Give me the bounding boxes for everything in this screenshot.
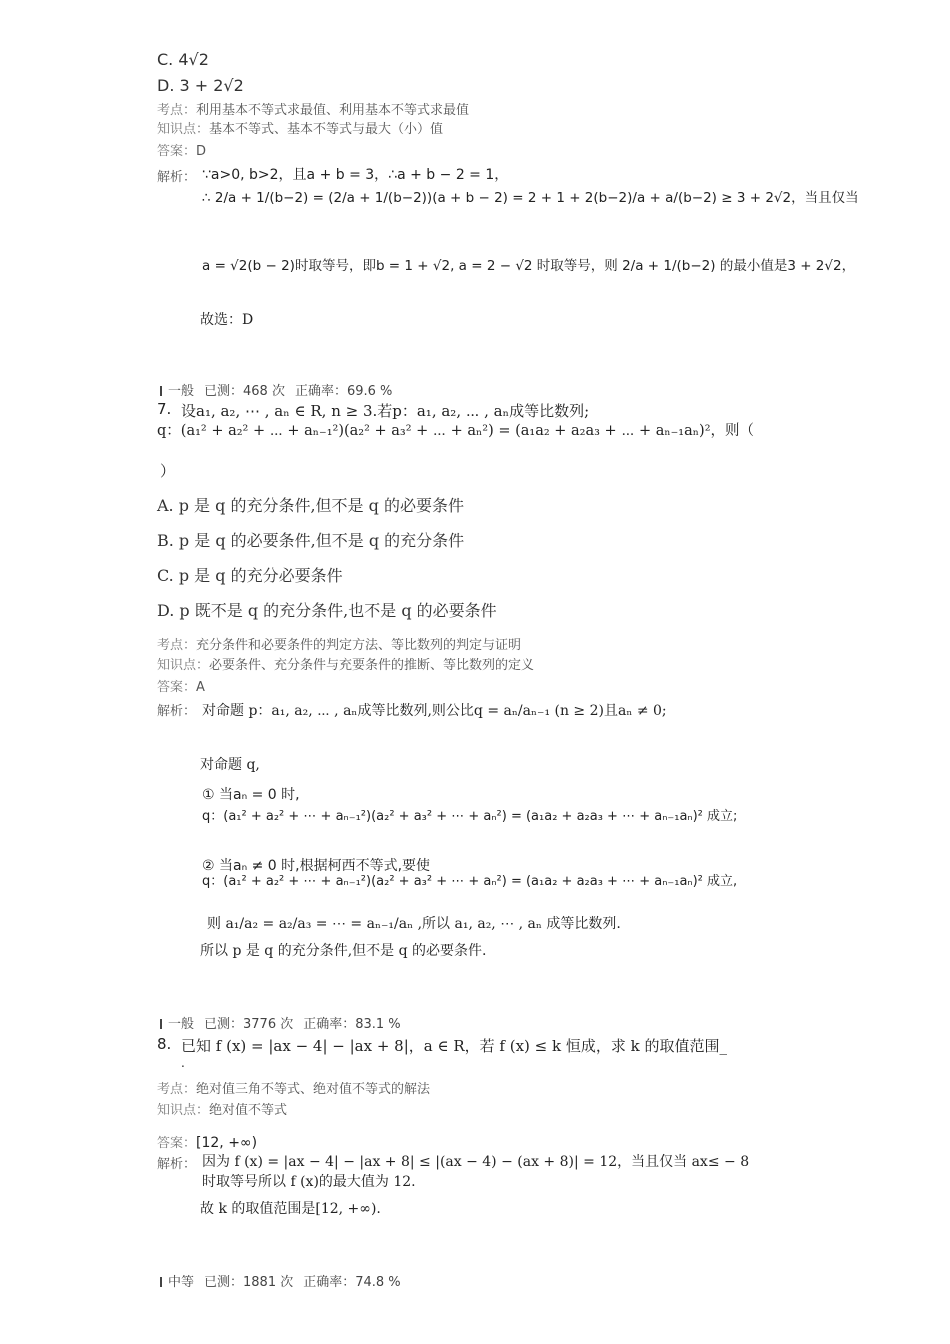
q7-solution-line2: 对命题 q, (200, 757, 260, 773)
q7-kaodian-text: 充分条件和必要条件的判定方法、等比数列的判定与证明 (196, 638, 522, 653)
q7-stem-line1: 设a₁, a₂, ⋯ , aₙ ∈ R, n ≥ 3.若p：a₁, a₂, ⋯ , aₙ成等比数列; (181, 402, 590, 420)
q7-zhishi-row (157, 654, 534, 673)
q7-jiexi-label: 解析： (157, 704, 197, 719)
q7-option-d[interactable]: D. p 既不是 q 的充分条件,也不是 q 的必要条件 (157, 601, 497, 620)
q7-answer-label: 答案： (157, 680, 197, 695)
q7-option-a[interactable]: A. p 是 q 的充分条件,但不是 q 的必要条件 (157, 496, 464, 515)
q8-tested: 已测：3776 次 (204, 1017, 294, 1032)
zhishi-text: 基本不等式、基本不等式与最大（小）值 (209, 122, 444, 137)
q7-solution-line5: 则 a₁/a₂ = a₂/a₃ = ⋯ = aₙ₋₁/aₙ ,所以 a₁, a₂, ⋯ , aₙ 成等比数列. (207, 916, 621, 932)
answer-row (157, 140, 206, 159)
zhishi-label: 知识点： (157, 122, 210, 137)
zhishi-row (157, 118, 443, 137)
kaodian-row (157, 99, 469, 118)
stats-bar-icon (160, 1277, 162, 1287)
q7-zhishi-text: 必要条件、充分条件与充要条件的推断、等比数列的定义 (209, 658, 535, 673)
option-d[interactable]: D. 3 + 2√2 (157, 76, 244, 95)
q7-solution-line3b: q：(a₁² + a₂² + ⋯ + aₙ₋₁²)(a₂² + a₃² + ⋯ + aₙ²) = (a₁a₂ + a₂a₃ + ⋯ + aₙ₋₁aₙ)² 成立; (202, 809, 738, 824)
q8-zhishi-text: 绝对值不等式 (209, 1103, 288, 1118)
q6-solution-line1: ∵a>0, b>2，且a + b = 3，∴a + b − 2 = 1， (202, 167, 509, 183)
q7-solution-line3: ① 当aₙ = 0 时, (202, 787, 300, 803)
q7-solution-line4: ② 当aₙ ≠ 0 时,根据柯西不等式,要使 (202, 858, 431, 874)
q7-answer-row (157, 676, 205, 695)
q9-difficulty: 中等 (168, 1275, 195, 1290)
q8-zhishi-row (157, 1099, 287, 1118)
option-c[interactable]: C. 4√2 (157, 50, 209, 69)
q6-solution-line2: ∴ 2/a + 1/(b−2) = (2/a + 1/(b−2))(a + b − 2) = 2 + 1 + 2(b−2)/a + a/(b−2) ≥ 3 + 2√2，当且仅当 (202, 190, 859, 206)
q9-accuracy: 正确率：74.8 % (303, 1275, 401, 1290)
q6-solution-line4: 故选：D (200, 312, 254, 328)
q8-zhishi-label: 知识点： (157, 1103, 210, 1118)
q8-solution-line1: 因为 f (x) = |ax − 4| − |ax + 8| ≤ |(ax − 4) − (ax + 8)| = 12，当且仅当 ax≤ − 8 (202, 1154, 750, 1170)
q8-answer-text: [12, +∞) (196, 1135, 258, 1151)
stats-bar-icon (160, 386, 162, 396)
q8-stats (160, 1013, 411, 1032)
q8-answer-label: 答案： (157, 1136, 197, 1151)
q7-zhishi-label: 知识点： (157, 658, 210, 673)
q7-option-b[interactable]: B. p 是 q 的必要条件,但不是 q 的充分条件 (157, 531, 465, 550)
q8-kaodian-text: 绝对值三角不等式、绝对值不等式的解法 (196, 1082, 431, 1097)
answer-label: 答案： (157, 144, 197, 159)
q7-answer-text: A (196, 680, 205, 695)
q8-number: 8. (157, 1035, 172, 1053)
q7-kaodian-label: 考点： (157, 638, 197, 653)
answer-text: D (196, 144, 207, 159)
stats-bar-icon (160, 1019, 162, 1029)
q8-stem-dot: . (181, 1056, 185, 1070)
q7-accuracy: 正确率：69.6 % (294, 384, 393, 399)
jiexi-label: 解析： (157, 170, 197, 185)
q7-stem-line3: ） (160, 462, 176, 480)
q8-accuracy: 正确率：83.1 % (303, 1017, 401, 1032)
q8-kaodian-row (157, 1078, 430, 1097)
q7-solution-line1: 对命题 p：a₁, a₂, ⋯ , aₙ成等比数列,则公比q = aₙ/aₙ₋₁ (n ≥ 2)且aₙ ≠ 0; (202, 703, 667, 719)
q7-kaodian-row (157, 634, 521, 653)
q8-difficulty: 一般 (168, 1017, 195, 1032)
q7-option-c[interactable]: C. p 是 q 的充分必要条件 (157, 566, 343, 585)
q7-solution-line4b: q：(a₁² + a₂² + ⋯ + aₙ₋₁²)(a₂² + a₃² + ⋯ + aₙ²) = (a₁a₂ + a₂a₃ + ⋯ + aₙ₋₁aₙ)² 成立, (202, 874, 738, 889)
q8-jiexi-label: 解析： (157, 1157, 197, 1172)
q8-kaodian-label: 考点： (157, 1082, 197, 1097)
q8-solution-line2: 时取等号所以 f (x)的最大值为 12. (202, 1174, 416, 1190)
kaodian-text: 利用基本不等式求最值、利用基本不等式求最值 (196, 103, 470, 118)
q6-solution-line3: a = √2(b − 2)时取等号，即b = 1 + √2, a = 2 − √2 时取等号，则 2/a + 1/(b−2) 的最小值是3 + 2√2， (202, 258, 856, 274)
q7-stem-line2: q：(a₁² + a₂² + ⋯ + aₙ₋₁²)(a₂² + a₃² + ⋯ + aₙ²) = (a₁a₂ + a₂a₃ + ⋯ + aₙ₋₁aₙ)²，则（ (157, 423, 755, 439)
q7-solution-line6: 所以 p 是 q 的充分条件,但不是 q 的必要条件. (200, 943, 487, 959)
q7-tested: 已测：468 次 (204, 384, 285, 399)
q7-stats (160, 380, 402, 399)
q8-answer-row (157, 1132, 257, 1151)
q7-number: 7. (157, 400, 172, 418)
q9-tested: 已测：1881 次 (204, 1275, 294, 1290)
kaodian-label: 考点： (157, 103, 197, 118)
q7-difficulty: 一般 (168, 384, 195, 399)
q8-stem: 已知 f (x) = |ax − 4| − |ax + 8|，a ∈ R，若 f (x) ≤ k 恒成，求 k 的取值范围_ (181, 1037, 727, 1055)
q9-stats (160, 1271, 411, 1290)
q8-solution-line3: 故 k 的取值范围是[12, +∞). (200, 1201, 381, 1217)
